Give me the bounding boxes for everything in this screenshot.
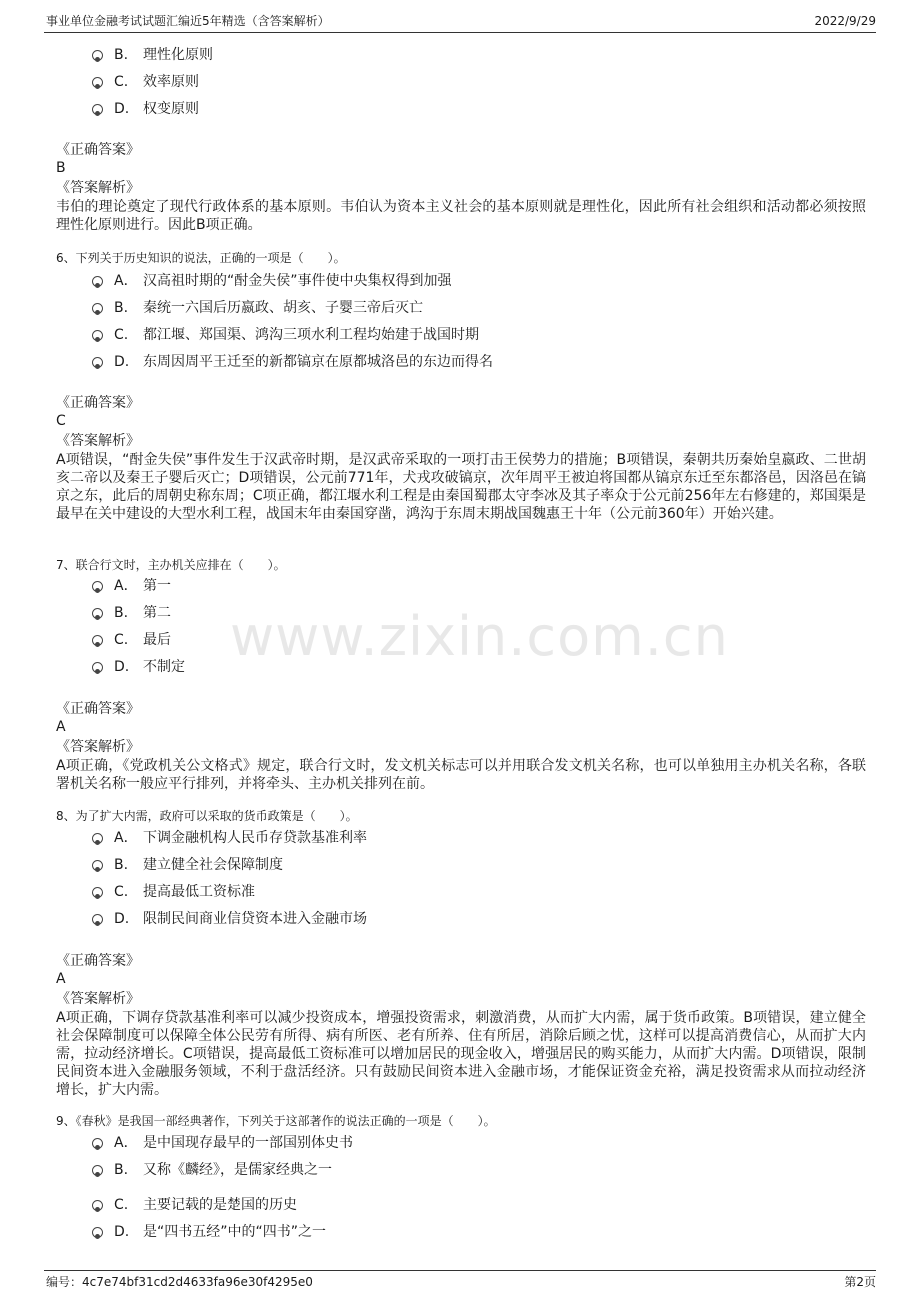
radio-icon[interactable] (92, 887, 103, 898)
option-text: 限制民间商业信贷资本进入金融市场 (143, 911, 367, 927)
option-text: 又称《麟经》，是儒家经典之一 (143, 1162, 332, 1178)
radio-icon[interactable] (92, 303, 103, 314)
analysis-text: 韦伯的理论奠定了现代行政体系的基本原则。韦伯认为资本主义社会的基本原则就是理性化，因此所有社会组织和活动都必须按照理性化原则进行。因此B项正确。 (56, 199, 866, 233)
answer-label: 《正确答案》 (56, 395, 140, 411)
option-letter: B. (114, 47, 129, 63)
option-letter: C. (114, 74, 129, 90)
option-letter: A． (114, 273, 138, 289)
answer-label: 《正确答案》 (56, 142, 140, 158)
option-text: 主要记载的是楚国的历史 (143, 1197, 297, 1213)
option-text: 东周因周平王迁至的新都镐京在原都城洛邑的东边而得名 (143, 354, 493, 370)
option-text: 都江堰、郑国渠、鸿沟三项水利工程均始建于战国时期 (143, 327, 479, 343)
analysis-label: 《答案解析》 (56, 739, 140, 755)
option-text: 第一 (143, 578, 171, 594)
question-9: 9、《春秋》是我国一部经典著作，下列关于这部著作的说法正确的一项是（ ）。 (56, 1114, 496, 1128)
option-letter: C. (114, 632, 129, 648)
page-footer (44, 1270, 876, 1291)
radio-icon[interactable] (92, 276, 103, 287)
document-title: 事业单位金融考试试题汇编近5年精选（含答案解析） (46, 14, 330, 28)
radio-icon[interactable] (92, 77, 103, 88)
radio-icon[interactable] (92, 330, 103, 341)
option-letter: D. (114, 1224, 130, 1240)
radio-icon[interactable] (92, 357, 103, 368)
option-letter: A． (114, 578, 138, 594)
option-letter: A． (114, 830, 138, 846)
option-letter: C. (114, 1197, 129, 1213)
option-text: 权变原则 (143, 101, 199, 117)
question-6: 6、下列关于历史知识的说法，正确的一项是（ ）。 (56, 251, 346, 265)
radio-icon[interactable] (92, 860, 103, 871)
analysis-text: A项正确，《党政机关公文格式》规定，联合行文时，发文机关标志可以并用联合发文机关名称，也可以单独用主办机关名称，各联署机关名称一般应平行排列，并将牵头、主办机关排列在前。 (56, 758, 866, 792)
answer-label: 《正确答案》 (56, 953, 140, 969)
radio-icon[interactable] (92, 833, 103, 844)
radio-icon[interactable] (92, 1138, 103, 1149)
analysis-label: 《答案解析》 (56, 991, 140, 1007)
question-7: 7、联合行文时，主办机关应排在（ ）。 (56, 558, 286, 572)
radio-icon[interactable] (92, 608, 103, 619)
answer-value: C (56, 413, 66, 429)
radio-icon[interactable] (92, 581, 103, 592)
radio-icon[interactable] (92, 662, 103, 673)
option-text: 最后 (143, 632, 171, 648)
option-letter: A． (114, 1135, 138, 1151)
option-text: 汉高祖时期的“酎金失侯”事件使中央集权得到加强 (143, 273, 452, 289)
option-letter: C. (114, 884, 129, 900)
option-letter: D. (114, 101, 130, 117)
option-letter: B. (114, 605, 129, 621)
option-text: 是中国现存最早的一部国别体史书 (143, 1135, 353, 1151)
option-text: 不制定 (143, 659, 185, 675)
option-text: 第二 (143, 605, 171, 621)
radio-icon[interactable] (92, 635, 103, 646)
document-date: 2022/9/29 (814, 14, 876, 28)
answer-value: B (56, 160, 66, 176)
analysis-text: A项正确，下调存贷款基准利率可以减少投资成本，增强投资需求，刺激消费，从而扩大内需，属于货币政策。B项错误，建立健全社会保障制度可以保障全体公民劳有所得、病有所医、老有所养、住有所居，消除后顾之忧，这样可以提高消费信心，从而扩大内需，拉动经济增长。C项错误，提高最低工资标准可以增加居民的现金收入，增强居民的购买能力，从而扩大内需。D项错误，限制民间资本进入金融服务领域，不利于盘活经济。只有鼓励民间资本进入金融市场，才能保证资金充裕，满足投资需求从而拉动经济增长，扩大内需。 (56, 1010, 866, 1098)
option-letter: B. (114, 1162, 129, 1178)
answer-value: A (56, 971, 66, 987)
option-text: 是“四书五经”中的“四书”之一 (143, 1224, 327, 1240)
analysis-label: 《答案解析》 (56, 433, 140, 449)
radio-icon[interactable] (92, 50, 103, 61)
analysis-label: 《答案解析》 (56, 180, 140, 196)
radio-icon[interactable] (92, 1165, 103, 1176)
option-letter: D. (114, 659, 130, 675)
option-letter: B. (114, 300, 129, 316)
radio-icon[interactable] (92, 1200, 103, 1211)
answer-label: 《正确答案》 (56, 701, 140, 717)
radio-icon[interactable] (92, 1227, 103, 1238)
option-text: 下调金融机构人民币存贷款基准利率 (143, 830, 367, 846)
option-letter: C. (114, 327, 129, 343)
radio-icon[interactable] (92, 914, 103, 925)
option-letter: D. (114, 911, 130, 927)
option-letter: D. (114, 354, 130, 370)
option-letter: B. (114, 857, 129, 873)
option-text: 理性化原则 (143, 47, 213, 63)
radio-icon[interactable] (92, 104, 103, 115)
option-text: 效率原则 (143, 74, 199, 90)
option-text: 秦统一六国后历嬴政、胡亥、子婴三帝后灭亡 (143, 300, 423, 316)
question-8: 8、为了扩大内需，政府可以采取的货币政策是（ ）。 (56, 809, 358, 823)
page-number: 第2页 (844, 1275, 876, 1289)
document-id: 编号：4c7e74bf31cd2d4633fa96e30f4295e0 (46, 1275, 313, 1289)
watermark: www.zixin.com.cn (230, 605, 729, 668)
answer-value: A (56, 719, 66, 735)
option-text: 建立健全社会保障制度 (143, 857, 283, 873)
analysis-text: A项错误，“酎金失侯”事件发生于汉武帝时期，是汉武帝采取的一项打击王侯势力的措施；B项错误，秦朝共历秦始皇嬴政、二世胡亥二帝以及秦王子婴后灭亡；D项错误，公元前771年，犬戎攻破镐京，次年周平王被迫将国都从镐京东迁至东都洛邑，因洛邑在镐京之东，此后的周朝史称东周；C项正确，都江堰水利工程是由秦国蜀郡太守李冰及其子率众于公元前256年左右修建的，郑国渠是最早在关中建设的大型水利工程，战国末年由秦国穿凿，鸿沟于东周末期战国魏惠王十年（公元前360年）开始兴建。 (56, 452, 866, 522)
option-text: 提高最低工资标准 (143, 884, 255, 900)
page-header (44, 12, 876, 33)
